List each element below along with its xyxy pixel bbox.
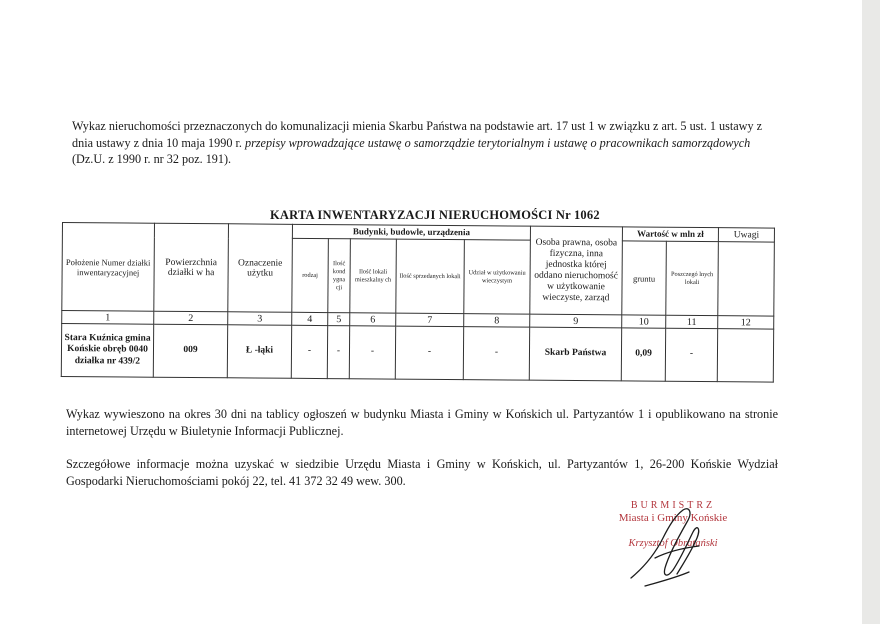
scan-edge bbox=[862, 0, 880, 624]
header-units-value: Poszczegó lnych lokali bbox=[666, 241, 719, 315]
header-flats: Ilość lokali mieszkalny ch bbox=[350, 239, 397, 313]
stamp-title: BURMISTRZ bbox=[630, 500, 716, 511]
cell-location: Stara Kuźnica gmina Końskie obręb 0040 działka nr 439/2 bbox=[61, 324, 153, 378]
stamp-name: Krzysztof Obratański bbox=[628, 538, 718, 549]
column-number: 1 bbox=[62, 311, 154, 325]
intro-citation: (Dz.U. z 1990 r. nr 32 poz. 191). bbox=[72, 152, 232, 166]
table-row bbox=[61, 324, 773, 383]
header-notes: Uwagi bbox=[718, 228, 774, 242]
cell-kind: - bbox=[291, 325, 327, 378]
cell-flats: - bbox=[349, 326, 395, 379]
header-kind: rodzaj bbox=[292, 238, 329, 312]
header-land-value: gruntu bbox=[622, 241, 667, 315]
header-owner: Osoba prawna, osoba fizyczna, inna jednostka której oddano nieruchomość w użytkowanie wieczyste, zarząd bbox=[530, 226, 623, 315]
stamp-office: Miasta i Gminy Końskie bbox=[618, 512, 728, 524]
card-title: KARTA INWENTARYZACJI NIERUCHOMOŚCI Nr 1062 bbox=[270, 208, 600, 222]
cell-notes bbox=[717, 329, 773, 382]
header-value: Wartość w mln zł bbox=[622, 227, 718, 242]
intro-paragraph bbox=[72, 118, 782, 168]
column-number: 9 bbox=[530, 314, 622, 328]
header-notes-empty bbox=[718, 242, 775, 316]
cell-storeys: - bbox=[327, 326, 349, 379]
cell-land-value: 0,09 bbox=[621, 328, 665, 381]
column-number: 10 bbox=[622, 315, 666, 328]
column-number: 8 bbox=[464, 314, 530, 328]
header-location: Położenie Numer działki inwentaryzacyjnej bbox=[62, 223, 155, 312]
header-area: Powierzchnia działki w ha bbox=[154, 223, 229, 312]
column-number: 4 bbox=[292, 312, 328, 325]
column-number: 12 bbox=[718, 316, 774, 329]
posting-notice: Wykaz wywieszono na okres 30 dni na tablicy ogłoszeń w budynku Miasta i Gminy w Końskich ul. Partyzantów 1 i opublikowano na stronie internetowej Urzędu w Biuletynie Informacji Publicznej. bbox=[66, 407, 778, 438]
header-buildings: Budynki, budowle, urządzenia bbox=[292, 224, 530, 240]
column-number: 5 bbox=[328, 313, 350, 326]
header-storeys: Ilość kond ygna cji bbox=[328, 239, 351, 313]
column-number: 11 bbox=[666, 315, 718, 328]
column-number: 2 bbox=[154, 311, 228, 325]
header-use: Oznaczenie użytku bbox=[228, 224, 293, 312]
contact-info: Szczegółowe informacje można uzyskać w siedzibie Urzędu Miasta i Gminy w Końskich, ul. Partyzantów 1, 26-200 Końskie Wydział Gospodarki Nieruchomościami pokój 22, tel. 41 372 32 49 wew. 300. bbox=[66, 457, 778, 488]
column-number: 3 bbox=[228, 312, 292, 326]
cell-use: Ł -łąki bbox=[227, 325, 291, 379]
cell-share: - bbox=[463, 327, 529, 381]
cell-sold-units: - bbox=[395, 326, 463, 380]
cell-owner: Skarb Państwa bbox=[529, 327, 621, 381]
intro-text: Wykaz nieruchomości przeznaczonych do komunalizacji mienia Skarbu Państwa na podstawie art. 17 ust 1 w związku z art. 5 ust. 1 ustawy z dnia ustawy z dnia 10 maja 1990 r. bbox=[72, 119, 763, 150]
header-sold-units: Ilość sprzedanych lokali bbox=[396, 239, 465, 314]
header-share: Udział w użytkowaniu wieczystym bbox=[464, 240, 531, 315]
inventory-table bbox=[61, 222, 775, 383]
signature-icon bbox=[625, 498, 715, 590]
column-number: 7 bbox=[396, 313, 464, 327]
column-number: 6 bbox=[350, 313, 396, 326]
cell-area: 009 bbox=[153, 324, 227, 378]
intro-italic-text: przepisy wprowadzające ustawę o samorządzie terytorialnym i ustawę o pracownikach samorządowych bbox=[244, 135, 751, 150]
cell-units-value: - bbox=[665, 328, 717, 381]
